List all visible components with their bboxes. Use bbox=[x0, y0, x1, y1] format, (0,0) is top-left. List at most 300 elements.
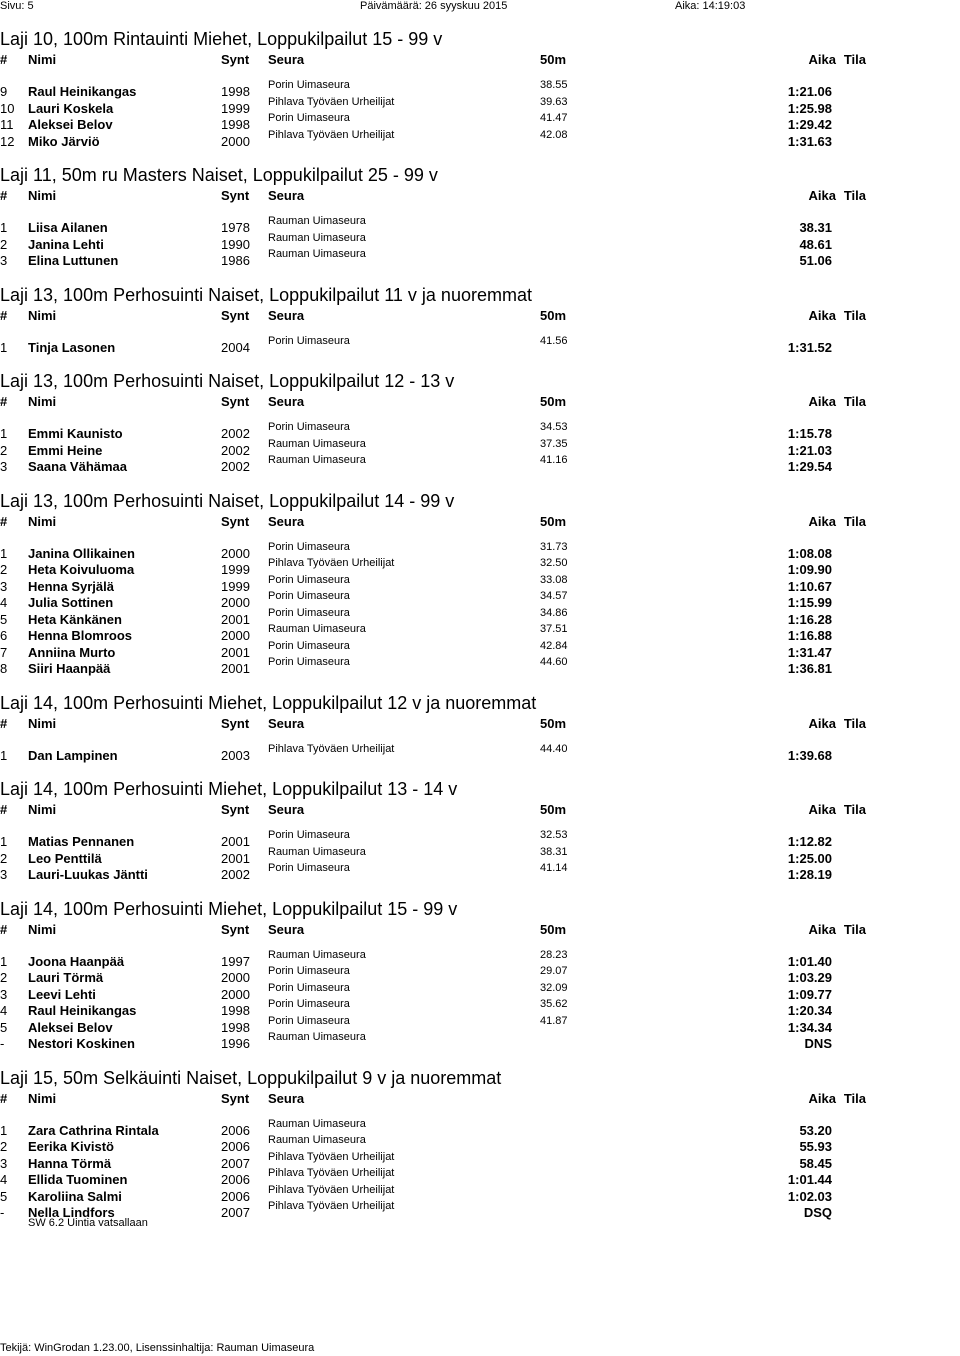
column-header-year: Synt bbox=[221, 188, 250, 203]
event-title: Laji 15, 50m Selkäuinti Naiset, Loppukilpailut 9 v ja nuoremmat bbox=[0, 1067, 502, 1088]
swimmer-name: Matias Pennanen bbox=[28, 834, 135, 849]
final-time: 55.93 bbox=[799, 1139, 832, 1154]
table-row bbox=[0, 606, 960, 627]
swimmer-name: Aleksei Belov bbox=[28, 1019, 113, 1035]
column-header-year: Synt bbox=[221, 52, 250, 67]
swimmer-name: Joona Haanpää bbox=[28, 953, 125, 969]
club-name: Pihlava Työväen Urheilijat bbox=[268, 742, 395, 755]
birth-year: 2002 bbox=[221, 459, 250, 474]
table-row bbox=[0, 95, 960, 116]
table-row bbox=[0, 1169, 960, 1185]
final-time: 58.45 bbox=[799, 1155, 832, 1171]
final-time: 1:31.52 bbox=[787, 339, 832, 355]
birth-year: 2006 bbox=[221, 1172, 250, 1187]
place-number: 2 bbox=[0, 236, 8, 252]
club-name: Porin Uimaseura bbox=[268, 590, 350, 602]
split-time: 38.31 bbox=[540, 845, 568, 858]
swimmer-name: Lauri-Luukas Jäntti bbox=[28, 867, 148, 882]
place-number: - bbox=[0, 1205, 5, 1220]
place-number: 12 bbox=[0, 133, 15, 149]
event-title: Laji 13, 100m Perhosuinti Naiset, Loppukilpailut 12 - 13 v bbox=[0, 371, 455, 391]
column-header-status: Tila bbox=[843, 52, 866, 67]
column-header-num: # bbox=[0, 715, 8, 731]
birth-year: 2000 bbox=[221, 133, 250, 149]
footer: Tekijä: WinGrodan 1.23.00, Lisenssinhaltija: Rauman Uimaseura bbox=[0, 1342, 315, 1354]
club-name: Porin Uimaseura bbox=[268, 421, 350, 433]
table-row bbox=[0, 456, 960, 472]
final-time: 1:36.81 bbox=[787, 661, 832, 676]
table-row bbox=[0, 1033, 960, 1049]
place-number: 2 bbox=[0, 442, 8, 458]
place-number: 3 bbox=[0, 867, 8, 882]
split-time: 41.16 bbox=[540, 454, 568, 466]
table-row bbox=[0, 128, 960, 149]
table-row bbox=[0, 639, 960, 660]
swimmer-name: Nella Lindfors bbox=[28, 1205, 115, 1220]
split-time: 37.35 bbox=[540, 437, 568, 450]
final-time: 1:21.06 bbox=[787, 84, 832, 99]
column-headers bbox=[0, 514, 960, 530]
column-header-name: Nimi bbox=[28, 52, 57, 67]
split-time: 34.86 bbox=[540, 606, 568, 619]
table-row bbox=[0, 625, 960, 641]
split-time: 38.55 bbox=[540, 79, 568, 91]
place-number: 8 bbox=[0, 661, 8, 676]
column-header-year: Synt bbox=[221, 307, 250, 323]
column-header-name: Nimi bbox=[28, 802, 57, 817]
column-header-status: Tila bbox=[843, 802, 866, 817]
final-time: 1:09.77 bbox=[787, 986, 832, 1002]
event-title: Laji 14, 100m Perhosuinti Miehet, Loppukilpailut 12 v ja nuoremmat bbox=[0, 692, 537, 713]
column-headers bbox=[0, 1091, 960, 1107]
final-time: 53.20 bbox=[799, 1122, 832, 1138]
birth-year: 1999 bbox=[221, 578, 250, 594]
table-row bbox=[0, 231, 960, 252]
club-name: Porin Uimaseura bbox=[268, 1014, 350, 1027]
final-time: 1:10.67 bbox=[787, 578, 832, 594]
column-header-club: Seura bbox=[268, 715, 305, 731]
table-row bbox=[0, 864, 960, 880]
club-name: Rauman Uimaseura bbox=[268, 231, 366, 244]
column-header-split: 50m bbox=[540, 307, 567, 323]
event-title: Laji 13, 100m Perhosuinti Naiset, Loppukilpailut 14 - 99 v bbox=[0, 490, 455, 511]
column-header-name: Nimi bbox=[28, 394, 57, 409]
birth-year: 2001 bbox=[221, 611, 250, 627]
column-header-name: Nimi bbox=[28, 307, 57, 323]
final-time: 1:15.78 bbox=[787, 426, 832, 441]
column-header-club: Seura bbox=[268, 921, 305, 937]
swimmer-name: Eerika Kivistö bbox=[28, 1139, 114, 1154]
split-time: 42.84 bbox=[540, 639, 568, 652]
swimmer-name: Lauri Törmä bbox=[28, 970, 104, 985]
event-title: Laji 13, 100m Perhosuinti Naiset, Loppukilpailut 11 v ja nuoremmat bbox=[0, 284, 532, 305]
split-time: 41.56 bbox=[540, 334, 568, 347]
place-number: 1 bbox=[0, 834, 8, 849]
column-header-num: # bbox=[0, 307, 8, 323]
split-time: 44.40 bbox=[540, 742, 568, 755]
split-time: 32.53 bbox=[540, 829, 568, 841]
column-header-club: Seura bbox=[268, 307, 305, 323]
place-number: 7 bbox=[0, 644, 8, 660]
club-name: Porin Uimaseura bbox=[268, 998, 350, 1010]
swimmer-name: Nestori Koskinen bbox=[28, 1036, 135, 1051]
birth-year: 2007 bbox=[221, 1155, 250, 1171]
final-time: 1:29.42 bbox=[787, 117, 832, 132]
birth-year: 1999 bbox=[221, 100, 250, 116]
split-time: 34.57 bbox=[540, 590, 568, 602]
birth-year: 2002 bbox=[221, 426, 250, 441]
club-name: Pihlava Työväen Urheilijat bbox=[268, 1183, 395, 1196]
column-header-time: Aika bbox=[808, 715, 836, 731]
birth-year: 2000 bbox=[221, 628, 250, 643]
club-name: Porin Uimaseura bbox=[268, 862, 350, 874]
birth-year: 1997 bbox=[221, 953, 250, 969]
club-name: Rauman Uimaseura bbox=[268, 1117, 366, 1130]
final-time: 1:09.90 bbox=[787, 562, 832, 577]
table-row bbox=[0, 423, 960, 439]
swimmer-name: Elina Luttunen bbox=[28, 253, 119, 268]
final-time: 1:03.29 bbox=[787, 970, 832, 985]
final-time: 1:25.00 bbox=[787, 850, 832, 866]
event-title: Laji 14, 100m Perhosuinti Miehet, Loppukilpailut 13 - 14 v bbox=[0, 779, 458, 799]
club-name: Rauman Uimaseura bbox=[268, 215, 366, 227]
column-header-time: Aika bbox=[808, 1090, 836, 1106]
column-header-time: Aika bbox=[808, 921, 836, 937]
club-name: Pihlava Työväen Urheilijat bbox=[268, 1200, 395, 1212]
birth-year: 2004 bbox=[221, 339, 250, 355]
column-header-name: Nimi bbox=[28, 1090, 57, 1106]
column-header-split: 50m bbox=[540, 394, 567, 409]
table-row bbox=[0, 845, 960, 866]
table-row bbox=[0, 437, 960, 458]
split-time: 39.63 bbox=[540, 95, 568, 108]
event-title: Laji 14, 100m Perhosuinti Miehet, Loppukilpailut 15 - 99 v bbox=[0, 898, 458, 919]
column-header-name: Nimi bbox=[28, 513, 57, 529]
split-time: 34.53 bbox=[540, 421, 568, 433]
column-headers bbox=[0, 394, 960, 410]
column-header-year: Synt bbox=[221, 1090, 250, 1106]
place-number: 2 bbox=[0, 970, 8, 985]
club-name: Porin Uimaseura bbox=[268, 829, 350, 841]
place-number: 1 bbox=[0, 747, 8, 763]
final-time: 1:34.34 bbox=[787, 1019, 832, 1035]
birth-year: 2007 bbox=[221, 1205, 250, 1220]
swimmer-name: Heta Känkänen bbox=[28, 611, 122, 627]
birth-year: 1996 bbox=[221, 1036, 250, 1051]
column-header-year: Synt bbox=[221, 802, 250, 817]
table-row bbox=[0, 658, 960, 674]
club-name: Pihlava Työväen Urheilijat bbox=[268, 557, 395, 569]
club-name: Rauman Uimaseura bbox=[268, 1134, 366, 1146]
swimmer-name: Leo Penttilä bbox=[28, 850, 102, 866]
table-row bbox=[0, 981, 960, 1002]
split-time: 41.14 bbox=[540, 862, 568, 874]
column-headers bbox=[0, 802, 960, 818]
birth-year: 1998 bbox=[221, 1019, 250, 1035]
place-number: 2 bbox=[0, 562, 8, 577]
birth-year: 2006 bbox=[221, 1188, 250, 1204]
page-number: Sivu: 5 bbox=[0, 0, 34, 12]
disqualification-note: SW 6.2 Uintia vatsallaan bbox=[28, 1216, 148, 1229]
column-header-split: 50m bbox=[540, 802, 567, 817]
club-name: Porin Uimaseura bbox=[268, 981, 350, 994]
column-header-status: Tila bbox=[843, 307, 866, 323]
club-name: Porin Uimaseura bbox=[268, 606, 350, 619]
column-header-year: Synt bbox=[221, 513, 250, 529]
final-time: 1:08.08 bbox=[787, 545, 832, 561]
club-name: Porin Uimaseura bbox=[268, 639, 350, 652]
club-name: Rauman Uimaseura bbox=[268, 948, 366, 961]
page-header bbox=[0, 0, 960, 12]
birth-year: 1978 bbox=[221, 220, 250, 235]
swimmer-name: Zara Cathrina Rintala bbox=[28, 1122, 159, 1138]
birth-year: 1998 bbox=[221, 1003, 250, 1018]
column-header-num: # bbox=[0, 1090, 8, 1106]
place-number: 2 bbox=[0, 1139, 8, 1154]
birth-year: 1998 bbox=[221, 84, 250, 99]
swimmer-name: Julia Sottinen bbox=[28, 595, 114, 610]
table-row bbox=[0, 114, 960, 130]
final-time: 1:16.88 bbox=[787, 628, 832, 643]
column-header-name: Nimi bbox=[28, 921, 57, 937]
split-time: 33.08 bbox=[540, 573, 568, 586]
split-time: 32.09 bbox=[540, 981, 568, 994]
print-time: Aika: 14:19:03 bbox=[675, 0, 746, 12]
column-header-year: Synt bbox=[221, 921, 250, 937]
column-header-name: Nimi bbox=[28, 188, 57, 203]
column-header-year: Synt bbox=[221, 394, 250, 409]
swimmer-name: Aleksei Belov bbox=[28, 117, 113, 132]
column-header-name: Nimi bbox=[28, 715, 57, 731]
place-number: 5 bbox=[0, 1019, 8, 1035]
split-time: 41.87 bbox=[540, 1014, 568, 1027]
swimmer-name: Heta Koivuluoma bbox=[28, 562, 135, 577]
birth-year: 2000 bbox=[221, 970, 250, 985]
swimmer-name: Janina Ollikainen bbox=[28, 545, 135, 561]
place-number: 3 bbox=[0, 459, 8, 474]
column-header-num: # bbox=[0, 394, 8, 409]
column-headers bbox=[0, 922, 960, 938]
column-headers bbox=[0, 52, 960, 68]
swimmer-name: Hanna Törmä bbox=[28, 1155, 112, 1171]
final-time: 1:31.47 bbox=[787, 644, 832, 660]
swimmer-name: Janina Lehti bbox=[28, 236, 104, 252]
birth-year: 2000 bbox=[221, 986, 250, 1002]
column-header-club: Seura bbox=[268, 52, 305, 67]
column-header-split: 50m bbox=[540, 715, 567, 731]
final-time: 1:12.82 bbox=[787, 834, 832, 849]
swimmer-name: Emmi Heine bbox=[28, 442, 103, 458]
column-header-status: Tila bbox=[843, 513, 866, 529]
swimmer-name: Lauri Koskela bbox=[28, 100, 114, 116]
split-time: 37.51 bbox=[540, 623, 568, 635]
column-header-club: Seura bbox=[268, 802, 305, 817]
column-header-num: # bbox=[0, 513, 8, 529]
birth-year: 2002 bbox=[221, 442, 250, 458]
place-number: 1 bbox=[0, 220, 8, 235]
swimmer-name: Miko Järviö bbox=[28, 133, 100, 149]
split-time: 32.50 bbox=[540, 557, 568, 569]
birth-year: 2006 bbox=[221, 1122, 250, 1138]
place-number: 4 bbox=[0, 595, 8, 610]
birth-year: 1998 bbox=[221, 117, 250, 132]
place-number: 1 bbox=[0, 545, 8, 561]
split-time: 35.62 bbox=[540, 998, 568, 1010]
final-time: 1:01.44 bbox=[787, 1172, 832, 1187]
final-time: 1:29.54 bbox=[787, 459, 832, 474]
final-time: 1:15.99 bbox=[787, 595, 832, 610]
column-header-time: Aika bbox=[808, 394, 836, 409]
swimmer-name: Karoliina Salmi bbox=[28, 1188, 122, 1204]
place-number: 1 bbox=[0, 1122, 8, 1138]
place-number: 11 bbox=[0, 117, 14, 132]
column-header-club: Seura bbox=[268, 188, 305, 203]
column-header-time: Aika bbox=[808, 307, 836, 323]
final-time: 1:28.19 bbox=[787, 867, 832, 882]
column-header-num: # bbox=[0, 921, 8, 937]
birth-year: 2000 bbox=[221, 595, 250, 610]
split-time: 31.73 bbox=[540, 540, 568, 553]
swimmer-name: Ellida Tuominen bbox=[28, 1172, 128, 1187]
column-header-status: Tila bbox=[843, 1090, 866, 1106]
place-number: 3 bbox=[0, 578, 8, 594]
swimmer-name: Anniina Murto bbox=[28, 644, 116, 660]
swimmer-name: Leevi Lehti bbox=[28, 986, 96, 1002]
club-name: Porin Uimaseura bbox=[268, 334, 350, 347]
column-header-num: # bbox=[0, 802, 8, 817]
swimmer-name: Raul Heinikangas bbox=[28, 84, 137, 99]
birth-year: 2002 bbox=[221, 867, 250, 882]
club-name: Pihlava Työväen Urheilijat bbox=[268, 1167, 395, 1179]
club-name: Porin Uimaseura bbox=[268, 540, 350, 553]
table-row bbox=[0, 334, 960, 355]
place-number: 3 bbox=[0, 986, 8, 1002]
club-name: Pihlava Työväen Urheilijat bbox=[268, 1150, 395, 1163]
birth-year: 2000 bbox=[221, 545, 250, 561]
final-time: 48.61 bbox=[799, 236, 832, 252]
column-header-club: Seura bbox=[268, 394, 305, 409]
swimmer-name: Henna Blomroos bbox=[28, 628, 133, 643]
final-time: DSQ bbox=[803, 1205, 832, 1220]
final-time: 1:39.68 bbox=[787, 747, 832, 763]
club-name: Rauman Uimaseura bbox=[268, 845, 366, 858]
club-name: Rauman Uimaseura bbox=[268, 623, 366, 635]
column-header-time: Aika bbox=[808, 513, 836, 529]
column-header-status: Tila bbox=[843, 715, 866, 731]
column-header-club: Seura bbox=[268, 513, 305, 529]
column-header-split: 50m bbox=[540, 52, 567, 67]
place-number: 5 bbox=[0, 1188, 8, 1204]
column-header-time: Aika bbox=[808, 802, 836, 817]
club-name: Rauman Uimaseura bbox=[268, 1031, 366, 1043]
place-number: 6 bbox=[0, 628, 8, 643]
club-name: Porin Uimaseura bbox=[268, 79, 350, 91]
club-name: Rauman Uimaseura bbox=[268, 437, 366, 450]
table-row bbox=[0, 948, 960, 969]
column-header-club: Seura bbox=[268, 1090, 305, 1106]
final-time: 38.31 bbox=[799, 220, 832, 235]
swimmer-name: Emmi Kaunisto bbox=[28, 426, 123, 441]
place-number: 5 bbox=[0, 611, 8, 627]
column-header-status: Tila bbox=[843, 394, 866, 409]
column-header-split: 50m bbox=[540, 921, 567, 937]
split-time: 44.60 bbox=[540, 656, 568, 668]
final-time: 1:21.03 bbox=[787, 442, 832, 458]
final-time: DNS bbox=[804, 1036, 832, 1051]
final-time: 51.06 bbox=[799, 253, 832, 268]
column-header-num: # bbox=[0, 52, 8, 67]
birth-year: 2006 bbox=[221, 1139, 250, 1154]
club-name: Porin Uimaseura bbox=[268, 965, 350, 977]
birth-year: 2001 bbox=[221, 661, 250, 676]
place-number: 9 bbox=[0, 84, 8, 99]
final-time: 1:31.63 bbox=[787, 133, 832, 149]
event-title: Laji 11, 50m ru Masters Naiset, Loppukilpailut 25 - 99 v bbox=[0, 165, 438, 185]
club-name: Rauman Uimaseura bbox=[268, 248, 366, 260]
place-number: 1 bbox=[0, 426, 8, 441]
column-headers bbox=[0, 308, 960, 324]
column-header-year: Synt bbox=[221, 715, 250, 731]
final-time: 1:16.28 bbox=[787, 611, 832, 627]
column-header-status: Tila bbox=[843, 188, 866, 203]
split-time: 41.47 bbox=[540, 112, 568, 124]
table-row bbox=[0, 592, 960, 608]
place-number: 10 bbox=[0, 100, 15, 116]
birth-year: 1986 bbox=[221, 253, 250, 268]
place-number: 4 bbox=[0, 1172, 8, 1187]
table-row bbox=[0, 559, 960, 575]
birth-year: 2001 bbox=[221, 834, 250, 849]
swimmer-name: Dan Lampinen bbox=[28, 747, 118, 763]
table-row bbox=[0, 1136, 960, 1152]
table-row bbox=[0, 967, 960, 983]
place-number: 4 bbox=[0, 1003, 8, 1018]
split-time: 28.23 bbox=[540, 948, 568, 961]
column-headers bbox=[0, 716, 960, 732]
column-header-split: 50m bbox=[540, 513, 567, 529]
table-row bbox=[0, 1014, 960, 1035]
swimmer-name: Saana Vähämaa bbox=[28, 459, 128, 474]
split-time: 29.07 bbox=[540, 965, 568, 977]
table-row bbox=[0, 1000, 960, 1016]
club-name: Rauman Uimaseura bbox=[268, 454, 366, 466]
swimmer-name: Tinja Lasonen bbox=[28, 339, 116, 355]
swimmer-name: Henna Syrjälä bbox=[28, 578, 114, 594]
split-time: 42.08 bbox=[540, 128, 568, 141]
table-row bbox=[0, 540, 960, 561]
place-number: - bbox=[0, 1036, 5, 1051]
final-time: 1:02.03 bbox=[787, 1188, 832, 1204]
birth-year: 1999 bbox=[221, 562, 250, 577]
place-number: 3 bbox=[0, 1155, 8, 1171]
club-name: Pihlava Työväen Urheilijat bbox=[268, 128, 395, 141]
table-row bbox=[0, 217, 960, 233]
table-row bbox=[0, 1150, 960, 1171]
final-time: 1:25.98 bbox=[787, 100, 832, 116]
swimmer-name: Siiri Haanpää bbox=[28, 661, 111, 676]
place-number: 1 bbox=[0, 339, 8, 355]
place-number: 3 bbox=[0, 253, 8, 268]
table-row bbox=[0, 81, 960, 97]
final-time: 1:01.40 bbox=[787, 953, 832, 969]
column-headers bbox=[0, 188, 960, 204]
club-name: Porin Uimaseura bbox=[268, 656, 350, 668]
column-header-time: Aika bbox=[808, 52, 836, 67]
table-row bbox=[0, 742, 960, 763]
table-row bbox=[0, 250, 960, 266]
table-row bbox=[0, 831, 960, 847]
final-time: 1:20.34 bbox=[787, 1003, 832, 1018]
